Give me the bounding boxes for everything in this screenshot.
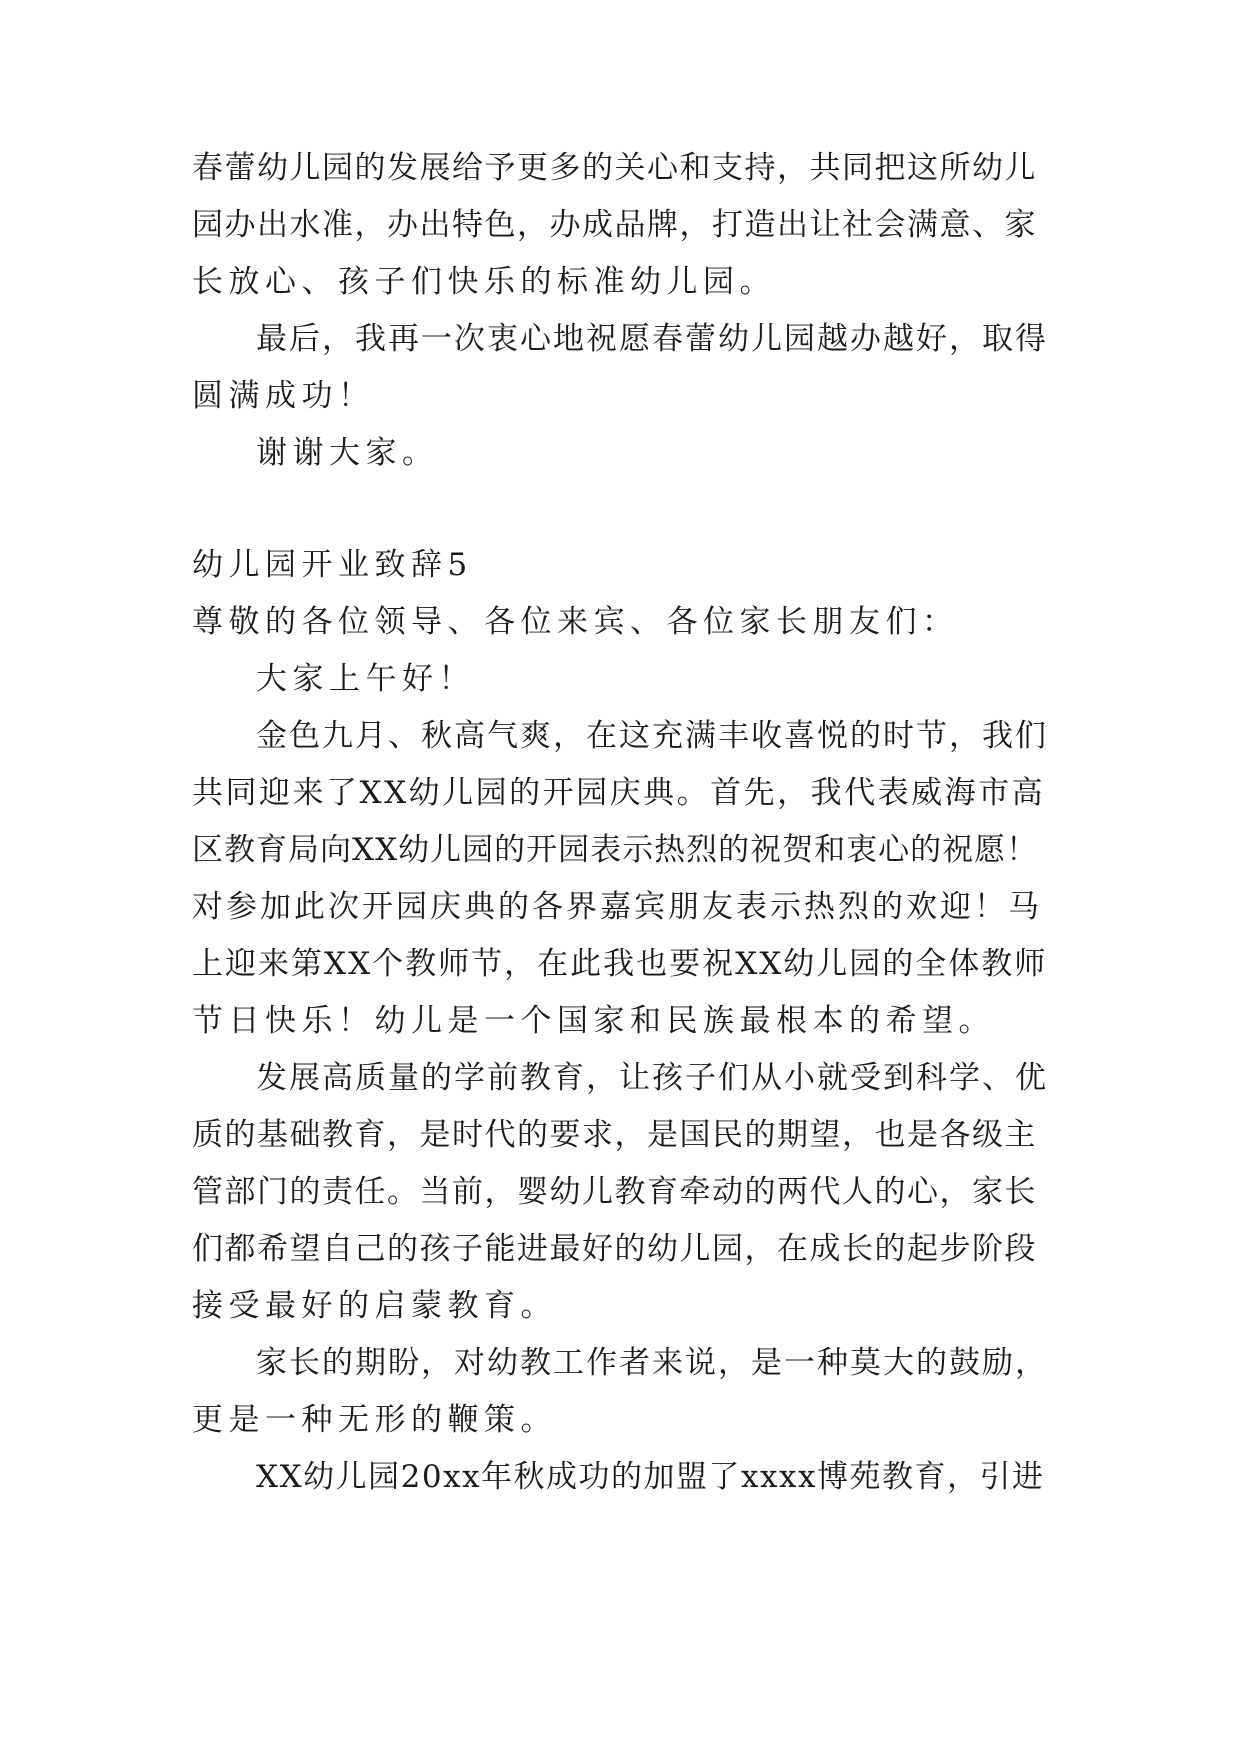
salutation: 尊敬的各位领导、各位来宾、各位家长朋友们： xyxy=(192,604,959,640)
body-text-line: 们都希望自己的孩子能进最好的幼儿园，在成长的起步阶段 xyxy=(192,1231,1037,1267)
body-text-line: 春蕾幼儿园的发展给予更多的关心和支持，共同把这所幼儿 xyxy=(192,150,1037,186)
body-text-line: 更是一种无形的鞭策。 xyxy=(192,1402,557,1438)
body-text-line: 质的基础教育，是时代的要求，是国民的期望，也是各级主 xyxy=(192,1117,1037,1153)
body-text-line: 园办出水准，办出特色，办成品牌，打造出让社会满意、家 xyxy=(192,207,1037,243)
body-text-line: 最后，我再一次衷心地祝愿春蕾幼儿园越办越好，取得 xyxy=(256,321,1048,357)
section-heading: 幼儿园开业致辞5 xyxy=(192,547,473,583)
body-text-line: 圆满成功！ xyxy=(192,378,375,414)
body-text-line: 节日快乐！幼儿是一个国家和民族最根本的希望。 xyxy=(192,1003,995,1039)
body-text-line: 发展高质量的学前教育，让孩子们从小就受到科学、优 xyxy=(256,1060,1048,1096)
body-text-line: 家长的期盼，对幼教工作者来说，是一种莫大的鼓励， xyxy=(256,1345,1048,1381)
body-text-line: 上迎来第XX个教师节，在此我也要祝XX幼儿园的全体教师 xyxy=(192,946,1048,982)
body-text-line: 长放心、孩子们快乐的标准幼儿园。 xyxy=(192,264,776,300)
body-text-line: 区教育局向XX幼儿园的开园表示热烈的祝贺和衷心的祝愿！ xyxy=(192,832,1039,868)
body-text-line: 管部门的责任。当前，婴幼儿教育牵动的两代人的心，家长 xyxy=(192,1174,1037,1210)
body-text-line: 共同迎来了XX幼儿园的开园庆典。首先，我代表威海市高 xyxy=(192,775,1046,811)
body-text-line: 金色九月、秋高气爽，在这充满丰收喜悦的时节，我们 xyxy=(256,718,1048,754)
body-text-line: XX幼儿园20xx年秋成功的加盟了xxxx博苑教育，引进 xyxy=(256,1459,1045,1495)
body-text-line: 对参加此次开园庆典的各界嘉宾朋友表示热烈的欢迎！马 xyxy=(192,889,1042,925)
body-text-line: 接受最好的启蒙教育。 xyxy=(192,1288,557,1324)
greeting: 大家上午好！ xyxy=(256,661,475,697)
closing-line: 谢谢大家。 xyxy=(256,435,439,471)
